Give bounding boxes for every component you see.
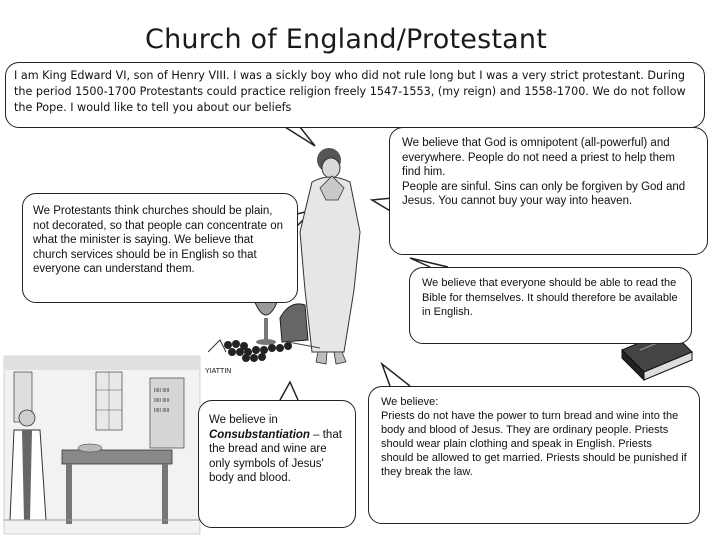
image-credit: YIATTIN: [205, 368, 232, 375]
priests-heading: We believe:: [381, 396, 439, 408]
bottom-bubble-tail: [382, 364, 410, 386]
god-omnipotent-text: We believe that God is omnipotent (all-powerful) and everywhere. People do not need a priest to help them find him.: [402, 137, 675, 178]
bible-english-bubble: [409, 267, 692, 344]
consubstantiation-term: Consubstantiation: [209, 428, 310, 441]
priests-beliefs-bubble: [368, 386, 700, 524]
priests-text: Priests do not have the power to turn bread and wine into the body and blood of Jesus. They are ordinary people. Priests should wear plain clothing and speak in English. Priests should be allowed to get married. Priests should be punished if they break the law.: [381, 410, 687, 478]
god-omnipotent-bubble: [389, 127, 708, 255]
bible-bubble-tail: [410, 258, 448, 267]
svg-text:IIIII IIIII: IIIII IIIII: [154, 388, 170, 394]
intro-speech-bubble: [5, 62, 705, 128]
bible-english-text: We believe that everyone should be able to read the Bible for themselves. It should therefore be available in English.: [422, 277, 678, 318]
center-bubble-tail: [280, 382, 298, 400]
plain-churches-text: We Protestants think churches should be plain, not decorated, so that people can concentrate on what the minister is saying. We believe that church services should be in English so that everyone can understand them.: [33, 205, 283, 275]
chalice-bread-grapes: [208, 300, 320, 362]
consubstantiation-bubble: [198, 400, 356, 528]
consubstantiation-prefix: We believe in: [209, 414, 278, 426]
consubstantiation-suffix: – that the bread and wine are only symbols of Jesus' body and blood.: [209, 428, 342, 484]
plain-churches-bubble: [22, 193, 298, 303]
intro-line-1: I am King Edward VI, son of Henry VIII. I was a sickly boy who did not rule long but I was a very strict protestant. During: [14, 69, 686, 82]
intro-line-2: the period 1500-1700 Protestants could practice religion freely 1547-1553, (my reign) and 1558-1700. We do not follow: [14, 85, 686, 98]
page-title: Church of England/Protestant: [145, 24, 547, 55]
top-bubble-tail: [285, 127, 315, 146]
sin-forgiveness-text: People are sinful. Sins can only be forgiven by God and Jesus. You cannot buy your way into heaven.: [402, 180, 686, 207]
svg-text:IIIII IIIII: IIIII IIIII: [154, 398, 170, 404]
king-edward-figure: [300, 148, 360, 364]
church-interior-sketch: [4, 356, 200, 534]
svg-text:IIIII IIIII: IIIII IIIII: [154, 408, 170, 414]
intro-line-3: the Pope. I would like to tell you about our beliefs: [14, 101, 292, 114]
